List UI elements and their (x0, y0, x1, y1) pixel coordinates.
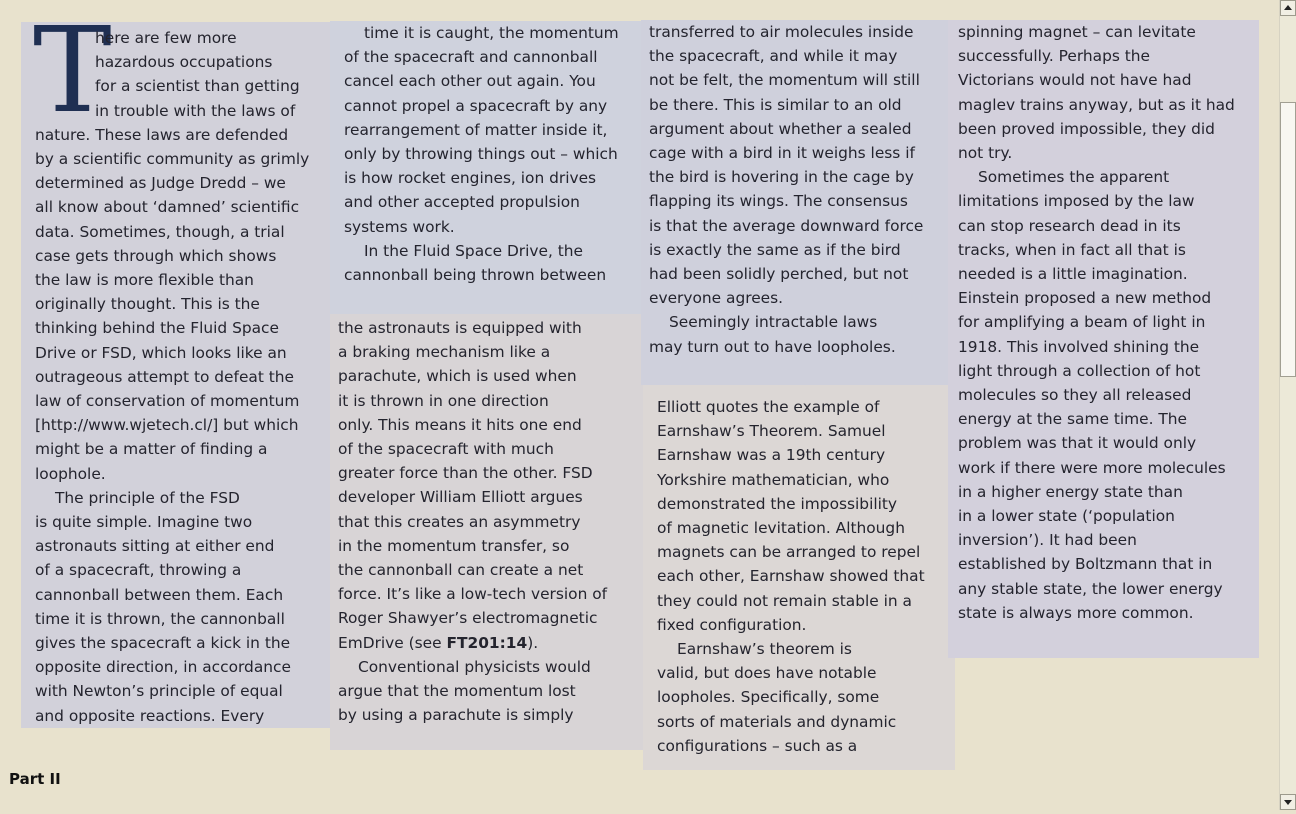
text-line: flapping its wings. The consensus (649, 192, 908, 211)
text-line: might be a matter of finding a (35, 440, 268, 459)
article-column-2-bottom (330, 314, 643, 750)
text-line: opposite direction, in accordance (35, 658, 291, 677)
text-line (338, 631, 643, 655)
text-line: valid, but does have notable (657, 664, 877, 683)
text-line: determined as Judge Dredd – we (35, 174, 286, 193)
text-line: Sometimes the apparent (978, 168, 1170, 187)
text-line: gives the spacecraft a kick in the (35, 634, 291, 653)
text-line: of the spacecraft and cannonball (344, 48, 598, 67)
article-column-4 (948, 20, 1259, 658)
text-line: needed is a little imagination. (958, 265, 1188, 284)
text-line: by a scientific community as grimly (35, 150, 310, 169)
part-label: Part II (9, 770, 61, 788)
text-line: argue that the momentum lost (338, 682, 576, 701)
text-line: of a spacecraft, throwing a (35, 561, 242, 580)
text-line: for amplifying a beam of light in (958, 313, 1206, 332)
text-line: In the Fluid Space Drive, the (364, 241, 584, 260)
text-line: limitations imposed by the law (958, 192, 1195, 211)
text-line: greater force than the other. FSD (338, 464, 593, 483)
text-line: everyone agrees. (649, 289, 784, 308)
article-column-2-top (330, 21, 643, 318)
text-line: argument about whether a sealed (649, 119, 912, 138)
text-line: nature. These laws are defended (35, 125, 289, 144)
text-line: inversion’). It had been (958, 531, 1137, 550)
text-line: Drive or FSD, which looks like an (35, 343, 287, 362)
text-line: spinning magnet – can levitate (958, 23, 1196, 41)
drop-cap: T (33, 22, 112, 139)
text-line: originally thought. This is the (35, 295, 260, 314)
text-line: data. Sometimes, though, a trial (35, 222, 285, 241)
text-line: maglev trains anyway, but as it had (958, 95, 1235, 114)
text-line: had been solidly perched, but not (649, 265, 909, 284)
text-line: is that the average downward force (649, 216, 924, 235)
text-line: of the spacecraft with much (338, 440, 554, 459)
text-line: can stop research dead in its (958, 216, 1181, 235)
text-line: only by throwing things out – which (344, 145, 618, 164)
text-line: Conventional physicists would (358, 657, 591, 676)
text-line: it is thrown in one direction (338, 391, 549, 410)
text-line: any stable state, the lower energy (958, 579, 1223, 598)
text-line: not be felt, the momentum will still (649, 71, 920, 90)
text-line: molecules so they all released (958, 386, 1192, 405)
text-line: The principle of the FSD (55, 488, 240, 507)
text-line: demonstrated the impossibility (657, 494, 898, 513)
text-line: Yorkshire mathematician, who (657, 470, 890, 489)
text-line: a braking mechanism like a (338, 343, 551, 362)
text-line: outrageous attempt to defeat the (35, 367, 295, 386)
text-line: problem was that it would only (958, 434, 1197, 453)
text-line: Earnshaw’s theorem is (677, 640, 852, 659)
text-line: case gets through which shows (35, 246, 277, 265)
vertical-scrollbar[interactable] (1279, 0, 1296, 810)
text-line: rearrangement of matter inside it, (344, 120, 608, 139)
text-line: is exactly the same as if the bird (649, 240, 901, 259)
text-line: they could not remain stable in a (657, 591, 912, 610)
text-line: magnets can be arranged to repel (657, 543, 921, 562)
text-line: here are few more (95, 29, 237, 47)
text-line: sorts of materials and dynamic (657, 712, 897, 731)
pull-quote-line: Seemingly intractable laws (669, 313, 878, 332)
text-line: loophole. (35, 464, 106, 483)
text-line: by using a parachute is simply (338, 706, 574, 725)
text-line: been proved impossible, they did (958, 119, 1215, 138)
text-line: the bird is hovering in the cage by (649, 168, 914, 187)
text-line: law of conservation of momentum (35, 392, 300, 411)
text-line: in the momentum transfer, so (338, 536, 570, 555)
text-line: in a higher energy state than (958, 482, 1183, 501)
text-line: for a scientist than getting (95, 77, 300, 96)
text-segment: EmDrive (see (338, 633, 447, 652)
text-line: established by Boltzmann that in (958, 555, 1213, 574)
text-line: time it is thrown, the cannonball (35, 609, 285, 628)
text-line: in a lower state (‘population (958, 507, 1175, 526)
text-line: Elliott quotes the example of (657, 398, 880, 416)
text-line: loopholes. Specifically, some (657, 688, 880, 707)
text-line: cannot propel a spacecraft by any (344, 96, 608, 115)
text-line: [http://www.wjetech.cl/] but which (35, 416, 299, 435)
text-line: Einstein proposed a new method (958, 289, 1212, 308)
up-arrow-icon (1281, 1, 1295, 15)
text-line: cage with a bird in it weighs less if (649, 144, 915, 163)
text-line: systems work. (344, 217, 455, 236)
text-line: in trouble with the laws of (95, 101, 296, 120)
text-line: be there. This is similar to an old (649, 95, 902, 114)
text-line: parachute, which is used when (338, 367, 577, 386)
text-line: energy at the same time. The (958, 410, 1188, 429)
text-line: force. It’s like a low-tech version of (338, 585, 608, 604)
text-segment: ). (527, 633, 539, 652)
text-line: 1918. This involved shining the (958, 337, 1200, 356)
text-line: hazardous occupations (95, 53, 273, 72)
text-line: time it is caught, the momentum (364, 24, 619, 42)
text-line: Roger Shawyer’s electromagnetic (338, 609, 598, 628)
text-line: is how rocket engines, ion drives (344, 169, 597, 188)
down-arrow-icon (1281, 795, 1295, 809)
text-line: fixed configuration. (657, 615, 807, 634)
text-line: only. This means it hits one end (338, 415, 582, 434)
text-line: developer William Elliott argues (338, 488, 583, 507)
text-line: thinking behind the Fluid Space (35, 319, 279, 338)
text-line: state is always more common. (958, 603, 1194, 622)
text-line: that this creates an asymmetry (338, 512, 581, 531)
scroll-down-button[interactable] (1280, 794, 1296, 810)
text-line: transferred to air molecules inside (649, 23, 914, 41)
text-line: of magnetic levitation. Although (657, 519, 905, 538)
text-line: cancel each other out again. You (344, 72, 596, 91)
text-line: work if there were more molecules (958, 458, 1226, 477)
text-line: the cannonball can create a net (338, 561, 584, 580)
article-column-3-bottom (643, 385, 955, 770)
pull-quote-line: may turn out to have loopholes. (649, 337, 896, 356)
text-line: cannonball between them. Each (35, 585, 284, 604)
text-line: Earnshaw’s Theorem. Samuel (657, 422, 886, 441)
text-line: tracks, when in fact all that is (958, 240, 1186, 259)
text-line: and opposite reactions. Every (35, 706, 265, 725)
text-line: astronauts sitting at either end (35, 537, 275, 556)
article-column-1 (21, 22, 332, 728)
text-line: light through a collection of hot (958, 361, 1201, 380)
text-line: with Newton’s principle of equal (35, 682, 283, 701)
text-line: the spacecraft, and while it may (649, 47, 898, 66)
scroll-up-button[interactable] (1280, 0, 1296, 16)
text-line: each other, Earnshaw showed that (657, 567, 925, 586)
text-line: cannonball being thrown between (344, 266, 607, 285)
text-line: Earnshaw was a 19th century (657, 446, 886, 465)
text-line: configurations – such as a (657, 736, 858, 755)
text-line: and other accepted propulsion (344, 193, 580, 212)
text-line: successfully. Perhaps the (958, 47, 1151, 66)
scroll-thumb[interactable] (1280, 102, 1296, 377)
text-line: Victorians would not have had (958, 71, 1192, 90)
text-line: not try. (958, 144, 1013, 163)
issue-reference: FT201:14 (446, 633, 528, 652)
text-line: is quite simple. Imagine two (35, 513, 253, 532)
text-line: the astronauts is equipped with (338, 319, 582, 337)
text-line: the law is more flexible than (35, 271, 254, 290)
text-line: all know about ‘damned’ scientific (35, 198, 300, 217)
article-column-3-top (641, 20, 950, 385)
